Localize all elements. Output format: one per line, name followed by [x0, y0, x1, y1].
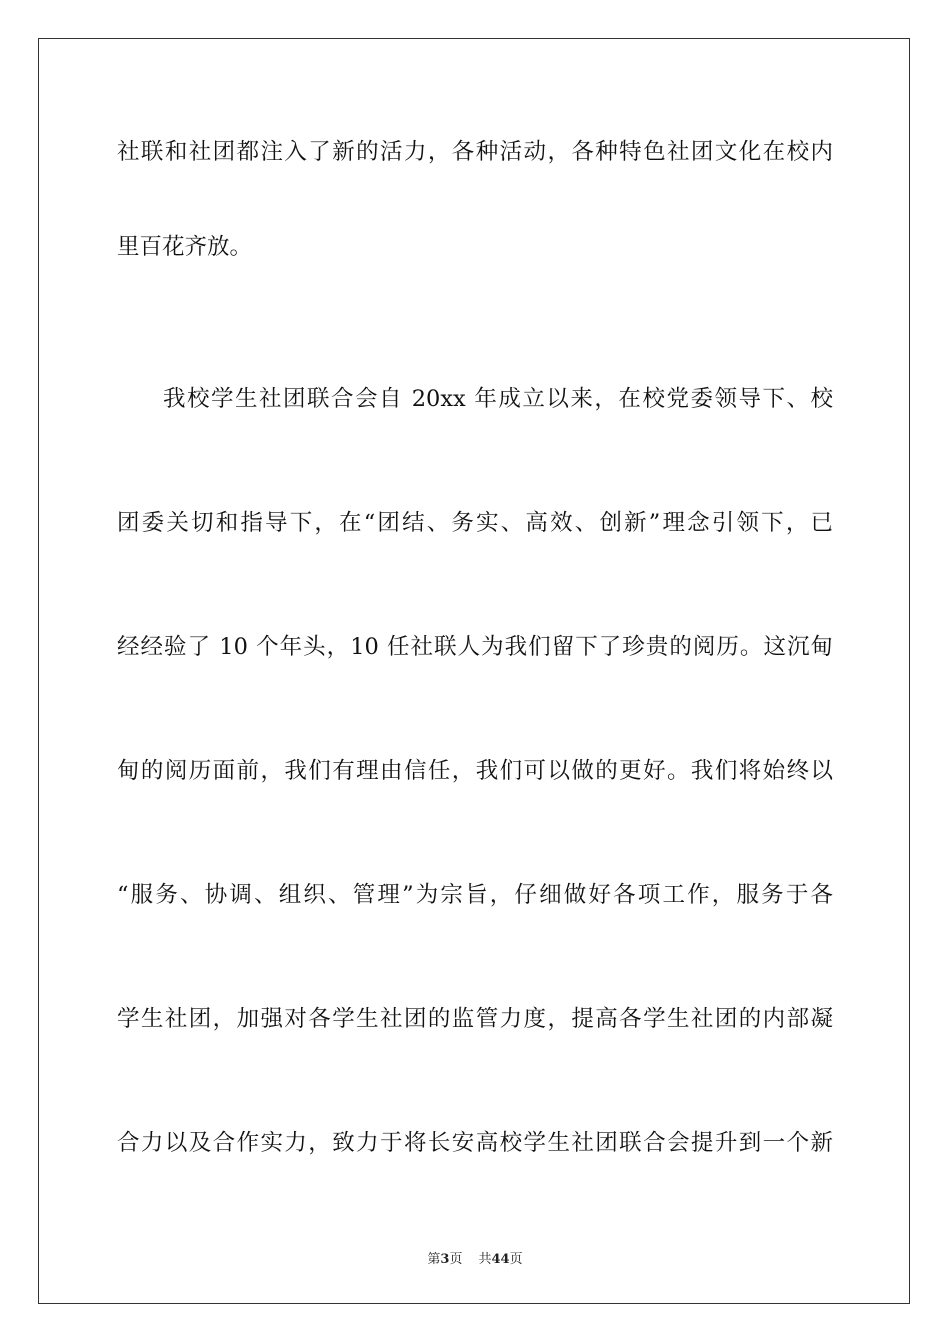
- text-line: 我校学生社团联合会自 20xx 年成立以来，在校党委领导下、校: [163, 386, 833, 412]
- text-line: “服务、协调、组织、管理”为宗旨，仔细做好各项工作，服务于各: [117, 882, 833, 908]
- text-line: 甸的阅历面前，我们有理由信任，我们可以做的更好。我们将始终以: [117, 758, 833, 784]
- page-number: 3: [440, 1252, 450, 1267]
- text-line: 经经验了 10 个年头，10 任社联人为我们留下了珍贵的阅历。这沉甸: [117, 634, 833, 660]
- text-line: 社联和社团都注入了新的活力，各种活动，各种特色社团文化在校内: [117, 139, 833, 165]
- text-line: 团委关切和指导下，在“团结、务实、高效、创新”理念引领下，已: [117, 510, 833, 536]
- page-suffix: 页: [449, 1252, 463, 1267]
- page-border: [38, 38, 910, 1304]
- page-footer: [0, 1248, 950, 1267]
- total-pages: 44: [491, 1252, 510, 1267]
- text-line: 里百花齐放。: [117, 234, 253, 260]
- text-line: 学生社团，加强对各学生社团的监管力度，提高各学生社团的内部凝: [117, 1006, 833, 1032]
- total-prefix: 共: [478, 1252, 492, 1267]
- page-prefix: 第: [427, 1252, 441, 1267]
- text-line: 合力以及合作实力，致力于将长安高校学生社团联合会提升到一个新: [117, 1130, 833, 1156]
- total-suffix: 页: [509, 1252, 523, 1267]
